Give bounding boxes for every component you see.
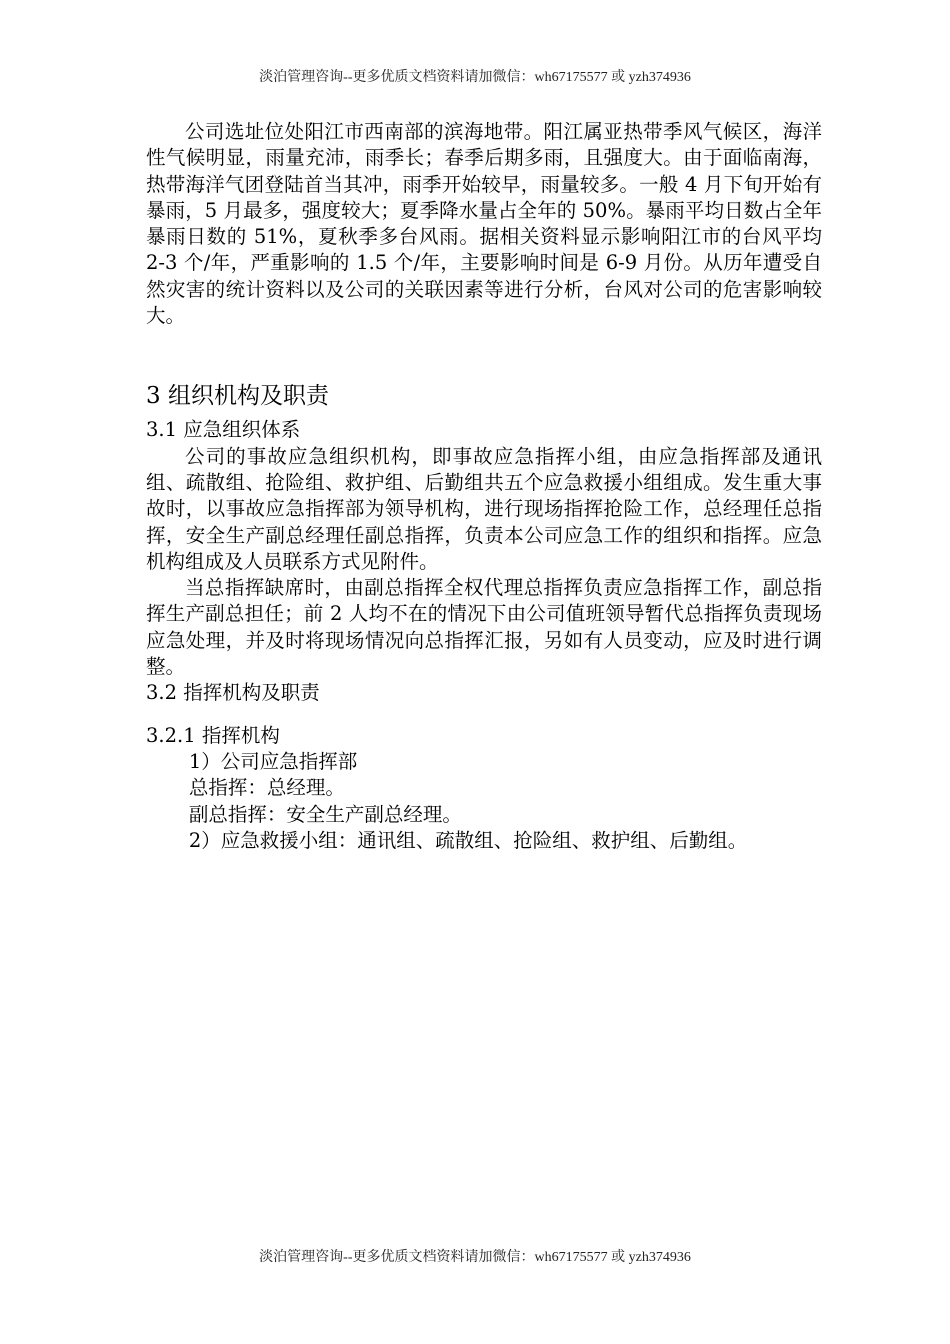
intro-paragraph: 公司选址位处阳江市西南部的滨海地带。阳江属亚热带季风气候区，海洋性气候明显，雨量充沛，雨季长；春季后期多雨，且强度大。由于面临南海，热带海洋气团登陆首当其冲，雨季开始较早，雨量较多。一般 4 月下旬开始有暴雨，5 月最多，强度较大；夏季降水量占全年的 50%。暴雨平均日数占全年暴雨日数的 51%，夏秋季多台风雨。据相关资料显示影响阳江市的台风平均 2-3 个/年，严重影响的 1.5 个/年，主要影响时间是 6-9 月份。从历年遭受自然灾害的统计资料以及公司的关联因素等进行分析，台风对公司的危害影响较大。 [146, 120, 822, 328]
section-3-2-1-title: 3.2.1 指挥机构 [146, 723, 280, 747]
item-1-commander: 总指挥：总经理。 [188, 776, 345, 800]
page-header: 淡泊管理咨询--更多优质文档资料请加微信：wh67175577 或 yzh374936 [259, 70, 691, 85]
section-3-1-title: 3.1 应急组织体系 [146, 418, 301, 442]
section-gap [146, 329, 822, 381]
item-2-rescue-teams: 2）应急救援小组：通讯组、疏散组、抢险组、救护组、后勤组。 [188, 828, 748, 852]
section-3-2-title: 3.2 指挥机构及职责 [146, 681, 320, 705]
item-1-deputy-commander: 副总指挥：安全生产副总经理。 [188, 802, 462, 826]
section-3-title: 3 组织机构及职责 [146, 383, 329, 410]
page-footer: 淡泊管理咨询--更多优质文档资料请加微信：wh67175577 或 yzh374936 [259, 1250, 691, 1265]
document-body [146, 119, 822, 854]
section-3-1-paragraph-2: 当总指挥缺席时，由副总指挥全权代理总指挥负责应急指挥工作，副总指挥生产副总担任；前 2 人均不在的情况下由公司值班领导暂代总指挥负责现场应急处理，并及时将现场情况向总指挥汇报，另如有人员变动，应及时进行调整。 [146, 576, 822, 679]
item-1-command-center: 1）公司应急指挥部 [188, 749, 358, 773]
section-3-1-paragraph-1: 公司的事故应急组织机构，即事故应急指挥小组，由应急指挥部及通讯组、疏散组、抢险组、救护组、后勤组共五个应急救援小组组成。发生重大事故时，以事故应急指挥部为领导机构，进行现场指挥抢险工作，总经理任总指挥，安全生产副总经理任副总指挥，负责本公司应急工作的组织和指挥。应急机构组成及人员联系方式见附件。 [146, 444, 822, 573]
